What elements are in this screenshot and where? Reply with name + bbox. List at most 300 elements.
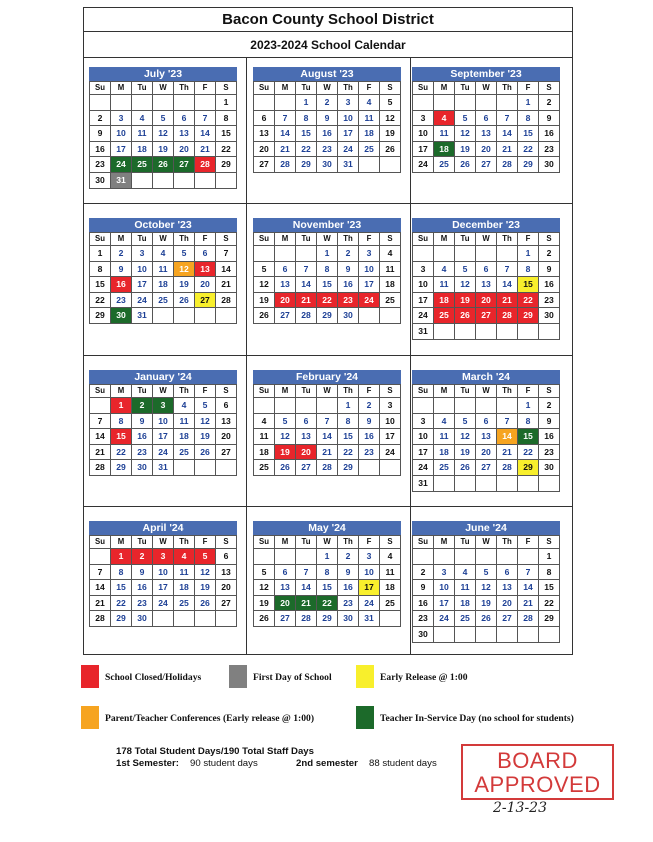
legend-swatch-closed [81, 665, 99, 688]
day-cell: 13 [275, 277, 296, 293]
day-cell: 24 [153, 445, 174, 461]
day-cell: 10 [434, 580, 455, 596]
day-cell: 28 [90, 611, 111, 627]
legend-label-inservice: Teacher In-Service Day (no school for students) [380, 713, 574, 724]
day-cell: 24 [111, 157, 132, 173]
month-grid [412, 81, 560, 173]
month-calendar [89, 67, 237, 189]
day-cell: 11 [132, 126, 153, 142]
day-cell: 24 [413, 308, 434, 324]
weekday-header: Th [174, 536, 195, 549]
day-cell: 30 [111, 308, 132, 324]
day-cell: 28 [296, 308, 317, 324]
day-cell: 28 [90, 460, 111, 476]
day-cell: 29 [518, 460, 539, 476]
empty-day-cell [539, 476, 560, 492]
day-cell: 18 [434, 293, 455, 309]
weekday-header: S [380, 536, 401, 549]
day-cell: 25 [434, 308, 455, 324]
empty-day-cell [380, 308, 401, 324]
weekday-header: W [476, 233, 497, 246]
day-cell: 10 [338, 111, 359, 127]
month-title: March '24 [412, 370, 560, 384]
day-cell: 9 [338, 262, 359, 278]
day-cell: 26 [455, 157, 476, 173]
weekday-header: S [539, 233, 560, 246]
weekday-header: Tu [455, 536, 476, 549]
day-cell: 17 [413, 293, 434, 309]
day-cell: 23 [539, 445, 560, 461]
empty-day-cell [497, 627, 518, 643]
day-cell: 20 [195, 277, 216, 293]
empty-day-cell [476, 627, 497, 643]
month-title: June '24 [412, 521, 560, 535]
legend-label-closed: School Closed/Holidays [105, 672, 202, 683]
weekday-header: F [195, 82, 216, 95]
page-title: Bacon County School District [84, 8, 572, 32]
day-cell: 7 [275, 111, 296, 127]
day-cell: 16 [359, 429, 380, 445]
empty-day-cell [195, 173, 216, 189]
day-cell: 31 [111, 173, 132, 189]
day-cell: 21 [296, 293, 317, 309]
day-cell: 18 [174, 580, 195, 596]
month-title: July '23 [89, 67, 237, 81]
day-cell: 3 [153, 549, 174, 565]
weekday-header: F [359, 82, 380, 95]
day-cell: 11 [174, 414, 195, 430]
empty-day-cell [518, 476, 539, 492]
empty-day-cell [195, 460, 216, 476]
empty-day-cell [434, 627, 455, 643]
day-cell: 12 [195, 565, 216, 581]
legend-label-conferences: Parent/Teacher Conferences (Early release @ 1:00) [105, 713, 315, 724]
weekday-header: W [317, 536, 338, 549]
weekday-header: W [153, 385, 174, 398]
weekday-header: W [153, 233, 174, 246]
empty-day-cell [518, 549, 539, 565]
weekday-header: W [317, 233, 338, 246]
day-cell: 7 [195, 111, 216, 127]
day-cell: 10 [153, 414, 174, 430]
legend-swatch-inservice [356, 706, 374, 729]
day-cell: 25 [380, 293, 401, 309]
day-cell: 31 [153, 460, 174, 476]
day-cell: 1 [317, 246, 338, 262]
day-cell: 20 [497, 596, 518, 612]
day-cell: 17 [434, 596, 455, 612]
weekday-header: Th [338, 82, 359, 95]
weekday-header: W [153, 82, 174, 95]
day-cell: 28 [317, 460, 338, 476]
day-cell: 24 [153, 596, 174, 612]
month-calendar [89, 370, 237, 476]
day-cell: 19 [254, 596, 275, 612]
day-cell: 23 [338, 293, 359, 309]
day-cell: 8 [338, 414, 359, 430]
day-cell: 6 [216, 549, 237, 565]
day-cell: 5 [380, 95, 401, 111]
day-cell: 7 [90, 414, 111, 430]
day-cell: 4 [174, 549, 195, 565]
month-grid [412, 535, 560, 643]
day-cell: 12 [254, 277, 275, 293]
weekday-header: S [380, 233, 401, 246]
empty-day-cell [174, 173, 195, 189]
month-title: November '23 [253, 218, 401, 232]
day-cell: 10 [413, 277, 434, 293]
day-cell: 29 [539, 611, 560, 627]
day-cell: 19 [476, 596, 497, 612]
day-cell: 24 [413, 460, 434, 476]
day-cell: 10 [153, 565, 174, 581]
day-cell: 28 [216, 293, 237, 309]
day-cell: 15 [518, 277, 539, 293]
weekday-header: S [539, 385, 560, 398]
day-cell: 14 [90, 429, 111, 445]
board-approved-stamp [461, 744, 614, 800]
day-cell: 23 [111, 293, 132, 309]
day-cell: 13 [174, 126, 195, 142]
day-cell: 11 [174, 565, 195, 581]
day-cell: 19 [275, 445, 296, 461]
weekday-header: M [434, 385, 455, 398]
day-cell: 28 [518, 611, 539, 627]
day-cell: 26 [153, 157, 174, 173]
empty-day-cell [476, 476, 497, 492]
empty-day-cell [455, 549, 476, 565]
day-cell: 24 [359, 596, 380, 612]
day-cell: 25 [254, 460, 275, 476]
day-cell: 27 [296, 460, 317, 476]
day-cell: 30 [90, 173, 111, 189]
day-cell: 25 [174, 596, 195, 612]
day-cell: 24 [338, 142, 359, 158]
day-cell: 30 [132, 611, 153, 627]
legend-swatch-first-day [229, 665, 247, 688]
day-cell: 12 [455, 277, 476, 293]
empty-day-cell [359, 460, 380, 476]
month-grid [412, 232, 560, 340]
day-cell: 4 [380, 246, 401, 262]
day-cell: 23 [359, 445, 380, 461]
day-cell: 13 [254, 126, 275, 142]
day-cell: 27 [195, 293, 216, 309]
day-cell: 17 [153, 580, 174, 596]
day-cell: 4 [434, 111, 455, 127]
weekday-header: Tu [296, 536, 317, 549]
empty-day-cell [434, 324, 455, 340]
weekday-header: Su [413, 233, 434, 246]
month-calendar [253, 218, 401, 324]
day-cell: 8 [111, 565, 132, 581]
day-cell: 22 [111, 445, 132, 461]
day-cell: 30 [338, 308, 359, 324]
day-cell: 23 [413, 611, 434, 627]
empty-day-cell [413, 246, 434, 262]
weekday-header: Su [90, 385, 111, 398]
day-cell: 25 [359, 142, 380, 158]
day-cell: 4 [434, 414, 455, 430]
day-cell: 12 [476, 580, 497, 596]
day-cell: 6 [195, 246, 216, 262]
day-cell: 25 [174, 445, 195, 461]
month-grid [253, 81, 401, 173]
month-grid [89, 81, 237, 189]
weekday-header: W [153, 536, 174, 549]
day-cell: 19 [153, 142, 174, 158]
month-title: February '24 [253, 370, 401, 384]
semester1-value: 90 student days [190, 758, 258, 769]
weekday-header: F [518, 385, 539, 398]
day-cell: 18 [380, 580, 401, 596]
day-cell: 10 [359, 262, 380, 278]
weekday-header: Su [413, 82, 434, 95]
empty-day-cell [153, 173, 174, 189]
day-cell: 1 [518, 246, 539, 262]
day-cell: 23 [132, 445, 153, 461]
day-cell: 27 [275, 611, 296, 627]
day-cell: 6 [497, 565, 518, 581]
empty-day-cell [476, 95, 497, 111]
day-cell: 13 [476, 277, 497, 293]
day-cell: 23 [317, 142, 338, 158]
day-cell: 9 [90, 126, 111, 142]
weekday-header: S [539, 536, 560, 549]
day-cell: 27 [216, 445, 237, 461]
month-grid [253, 535, 401, 627]
empty-day-cell [380, 157, 401, 173]
day-cell: 2 [132, 549, 153, 565]
month-calendar [412, 370, 560, 492]
day-cell: 28 [497, 460, 518, 476]
day-cell: 2 [111, 246, 132, 262]
day-cell: 7 [216, 246, 237, 262]
day-cell: 12 [275, 429, 296, 445]
day-cell: 7 [518, 565, 539, 581]
weekday-header: M [275, 536, 296, 549]
day-cell: 9 [132, 565, 153, 581]
month-grid [89, 535, 237, 627]
day-cell: 3 [413, 262, 434, 278]
empty-day-cell [174, 460, 195, 476]
empty-day-cell [296, 398, 317, 414]
month-title: October '23 [89, 218, 237, 232]
day-cell: 8 [216, 111, 237, 127]
day-cell: 28 [195, 157, 216, 173]
day-cell: 30 [539, 157, 560, 173]
day-cell: 17 [111, 142, 132, 158]
empty-day-cell [539, 324, 560, 340]
weekday-header: Th [174, 233, 195, 246]
day-cell: 19 [195, 580, 216, 596]
empty-day-cell [518, 627, 539, 643]
day-cell: 26 [254, 611, 275, 627]
empty-day-cell [296, 246, 317, 262]
day-cell: 17 [338, 126, 359, 142]
day-cell: 29 [111, 460, 132, 476]
day-cell: 8 [317, 565, 338, 581]
day-cell: 9 [132, 414, 153, 430]
empty-day-cell [359, 157, 380, 173]
day-cell: 4 [455, 565, 476, 581]
day-cell: 1 [296, 95, 317, 111]
day-cell: 26 [380, 142, 401, 158]
day-cell: 9 [539, 111, 560, 127]
empty-day-cell [476, 246, 497, 262]
empty-day-cell [317, 398, 338, 414]
day-cell: 22 [317, 596, 338, 612]
day-cell: 7 [296, 565, 317, 581]
weekday-header: F [195, 536, 216, 549]
day-cell: 13 [216, 414, 237, 430]
empty-day-cell [476, 549, 497, 565]
semester2-label: 2nd semester [296, 758, 358, 769]
day-cell: 4 [254, 414, 275, 430]
empty-day-cell [174, 308, 195, 324]
column-divider [246, 58, 247, 654]
day-cell: 8 [539, 565, 560, 581]
empty-day-cell [174, 95, 195, 111]
day-cell: 2 [338, 246, 359, 262]
day-cell: 15 [518, 429, 539, 445]
weekday-header: W [317, 82, 338, 95]
day-cell: 16 [317, 126, 338, 142]
month-title: January '24 [89, 370, 237, 384]
weekday-header: Tu [132, 82, 153, 95]
day-cell: 29 [296, 157, 317, 173]
day-cell: 15 [539, 580, 560, 596]
day-cell: 6 [254, 111, 275, 127]
day-cell: 22 [518, 293, 539, 309]
month-calendar [253, 67, 401, 173]
day-cell: 27 [216, 596, 237, 612]
day-cell: 11 [153, 262, 174, 278]
day-cell: 29 [338, 460, 359, 476]
weekday-header: Th [497, 536, 518, 549]
empty-day-cell [216, 460, 237, 476]
weekday-header: M [275, 385, 296, 398]
day-cell: 31 [338, 157, 359, 173]
month-grid [89, 384, 237, 476]
weekday-header: Su [254, 385, 275, 398]
day-cell: 27 [476, 460, 497, 476]
day-cell: 5 [455, 111, 476, 127]
day-cell: 26 [254, 308, 275, 324]
day-cell: 25 [434, 157, 455, 173]
weekday-header: Su [90, 82, 111, 95]
day-cell: 20 [216, 580, 237, 596]
day-cell: 15 [111, 580, 132, 596]
day-cell: 19 [195, 429, 216, 445]
month-title: August '23 [253, 67, 401, 81]
day-cell: 26 [455, 460, 476, 476]
day-cell: 4 [434, 262, 455, 278]
empty-day-cell [455, 627, 476, 643]
weekday-header: M [275, 82, 296, 95]
empty-day-cell [476, 324, 497, 340]
empty-day-cell [153, 611, 174, 627]
weekday-header: Tu [296, 385, 317, 398]
empty-day-cell [434, 95, 455, 111]
day-cell: 13 [195, 262, 216, 278]
day-cell: 30 [539, 308, 560, 324]
weekday-header: Th [338, 536, 359, 549]
day-cell: 16 [90, 142, 111, 158]
day-cell: 15 [518, 126, 539, 142]
day-cell: 14 [518, 580, 539, 596]
day-cell: 26 [195, 445, 216, 461]
day-cell: 13 [476, 429, 497, 445]
weekday-header: F [518, 233, 539, 246]
day-cell: 20 [254, 142, 275, 158]
month-grid [253, 384, 401, 476]
row-divider [84, 355, 572, 356]
day-cell: 9 [317, 111, 338, 127]
day-cell: 9 [413, 580, 434, 596]
day-cell: 13 [497, 580, 518, 596]
legend-swatch-conferences [81, 706, 99, 729]
day-cell: 26 [174, 293, 195, 309]
day-cell: 16 [132, 429, 153, 445]
day-cell: 21 [195, 142, 216, 158]
day-cell: 5 [455, 414, 476, 430]
weekday-header: Tu [132, 233, 153, 246]
day-cell: 10 [359, 565, 380, 581]
empty-day-cell [413, 398, 434, 414]
day-cell: 22 [296, 142, 317, 158]
day-cell: 4 [380, 549, 401, 565]
empty-day-cell [497, 476, 518, 492]
day-cell: 15 [111, 429, 132, 445]
day-cell: 12 [380, 111, 401, 127]
day-cell: 22 [539, 596, 560, 612]
day-cell: 21 [275, 142, 296, 158]
month-calendar [412, 521, 560, 643]
day-cell: 31 [413, 476, 434, 492]
day-cell: 12 [195, 414, 216, 430]
weekday-header: Th [174, 82, 195, 95]
day-cell: 8 [518, 414, 539, 430]
day-cell: 7 [497, 414, 518, 430]
day-cell: 5 [174, 246, 195, 262]
day-cell: 17 [359, 580, 380, 596]
day-cell: 6 [476, 414, 497, 430]
day-cell: 2 [359, 398, 380, 414]
day-cell: 1 [111, 549, 132, 565]
weekday-header: M [434, 82, 455, 95]
day-cell: 22 [338, 445, 359, 461]
empty-day-cell [455, 95, 476, 111]
day-cell: 17 [380, 429, 401, 445]
day-cell: 23 [132, 596, 153, 612]
empty-day-cell [476, 398, 497, 414]
day-cell: 15 [90, 277, 111, 293]
day-cell: 2 [539, 398, 560, 414]
weekday-header: Su [90, 233, 111, 246]
weekday-header: Tu [296, 233, 317, 246]
empty-day-cell [380, 460, 401, 476]
stamp-line-1: BOARD [497, 748, 578, 773]
empty-day-cell [497, 549, 518, 565]
day-cell: 20 [476, 293, 497, 309]
day-cell: 14 [296, 277, 317, 293]
weekday-header: F [195, 385, 216, 398]
day-cell: 16 [413, 596, 434, 612]
day-cell: 30 [132, 460, 153, 476]
day-cell: 28 [296, 611, 317, 627]
day-cell: 18 [359, 126, 380, 142]
